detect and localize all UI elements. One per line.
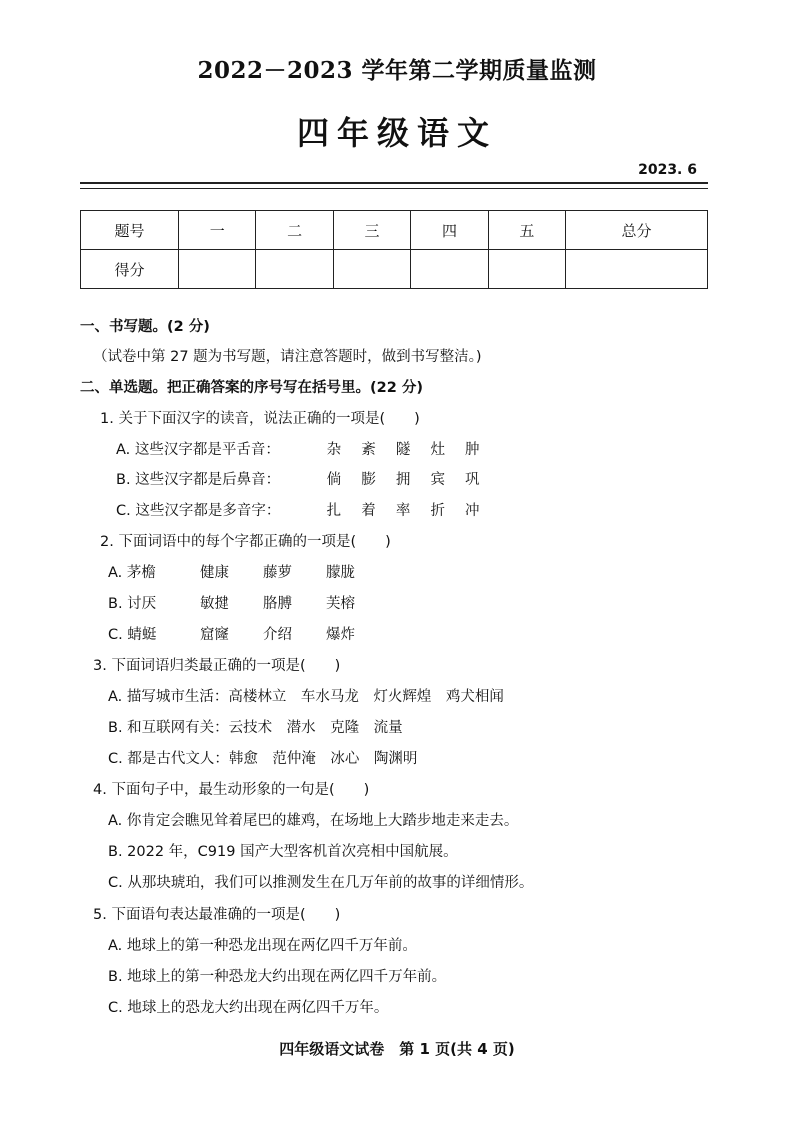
question-2-option-a[interactable] xyxy=(108,561,355,582)
question-1-option-a[interactable] xyxy=(116,438,495,459)
word: 爆炸 xyxy=(326,627,355,643)
word: 藤萝 xyxy=(263,565,292,581)
char: 率 xyxy=(395,503,411,519)
score-cell: 总分 xyxy=(566,211,708,250)
word: 介绍 xyxy=(263,627,292,643)
char: 折 xyxy=(430,503,445,519)
option-label: A. 这些汉字都是平舌音： xyxy=(116,442,280,458)
char: 拥 xyxy=(395,472,411,488)
word: 窟窿 xyxy=(200,627,229,643)
score-input-cell[interactable] xyxy=(333,250,410,289)
question-1-option-b[interactable] xyxy=(116,468,495,489)
page-footer: 四年级语文试卷 第 1 页(共 4 页) xyxy=(279,1040,515,1058)
header-rule-thick xyxy=(80,182,708,184)
question-4-option-c[interactable]: C. 从那块琥珀，我们可以推测发生在几万年前的故事的详细情形。 xyxy=(108,875,534,891)
char: 紊 xyxy=(361,442,376,458)
section1-heading: 一、书写题。(2 分) xyxy=(80,319,210,335)
char: 膨 xyxy=(361,472,376,488)
word: 敏揵 xyxy=(200,596,229,612)
char: 冲 xyxy=(465,503,480,519)
question-5-stem: 5. 下面语句表达最准确的一项是( ) xyxy=(93,907,341,923)
score-input-cell[interactable] xyxy=(566,250,708,289)
question-3-option-b[interactable]: B. 和互联网有关：云技术 潜水 克隆 流量 xyxy=(108,720,403,736)
question-3-stem: 3. 下面词语归类最正确的一项是( ) xyxy=(93,658,341,674)
word: 朦胧 xyxy=(326,565,355,581)
question-5-option-a[interactable]: A. 地球上的第一种恐龙出现在两亿四千万年前。 xyxy=(108,938,417,954)
question-2-option-c[interactable] xyxy=(108,623,355,644)
question-2-option-b[interactable] xyxy=(108,592,355,613)
question-1-stem: 1. 关于下面汉字的读音，说法正确的一项是( ) xyxy=(100,411,420,427)
score-input-cell[interactable] xyxy=(488,250,565,289)
score-table-header-row xyxy=(81,211,708,250)
score-cell: 题号 xyxy=(81,211,179,250)
option-label: C. 这些汉字都是多音字： xyxy=(116,503,281,519)
word: 胳膊 xyxy=(263,596,292,612)
score-cell: 四 xyxy=(411,211,488,250)
question-2-stem: 2. 下面词语中的每个字都正确的一项是( ) xyxy=(100,534,391,550)
question-1-option-c[interactable] xyxy=(116,499,495,520)
char: 倘 xyxy=(326,472,342,488)
word: B. 讨厌 xyxy=(108,596,157,612)
word: C. 蜻蜓 xyxy=(108,627,157,643)
score-table xyxy=(80,210,708,289)
header-rule-thin xyxy=(80,188,708,189)
score-input-cell[interactable] xyxy=(179,250,256,289)
exam-date: 2023. 6 xyxy=(638,162,697,178)
score-cell: 五 xyxy=(488,211,565,250)
score-table-score-row xyxy=(81,250,708,289)
score-cell: 二 xyxy=(256,211,333,250)
question-5-option-b[interactable]: B. 地球上的第一种恐龙大约出现在两亿四千万年前。 xyxy=(108,969,447,985)
question-3-option-c[interactable]: C. 都是古代文人：韩愈 范仲淹 冰心 陶渊明 xyxy=(108,751,418,767)
question-4-option-b[interactable]: B. 2022 年，C919 国产大型客机首次亮相中国航展。 xyxy=(108,844,458,860)
score-input-cell[interactable] xyxy=(256,250,333,289)
question-3-option-a[interactable]: A. 描写城市生活：高楼林立 车水马龙 灯火辉煌 鸡犬相闻 xyxy=(108,689,504,705)
char: 隧 xyxy=(395,442,411,458)
char: 灶 xyxy=(430,442,445,458)
exam-subtitle: 四年级语文 xyxy=(296,114,497,152)
word: A. 茅檐 xyxy=(108,565,156,581)
question-4-option-a[interactable]: A. 你肯定会瞧见耸着尾巴的雄鸡，在场地上大踏步地走来走去。 xyxy=(108,813,519,829)
char: 巩 xyxy=(465,472,480,488)
question-5-option-c[interactable]: C. 地球上的恐龙大约出现在两亿四千万年。 xyxy=(108,1000,389,1016)
score-cell: 三 xyxy=(333,211,410,250)
option-label: B. 这些汉字都是后鼻音： xyxy=(116,472,281,488)
char: 着 xyxy=(361,503,376,519)
section2-heading: 二、单选题。把正确答案的序号写在括号里。(22 分) xyxy=(80,380,423,396)
exam-title: 2022－2023 学年第二学期质量监测 xyxy=(197,57,597,84)
score-cell: 得分 xyxy=(81,250,179,289)
section1-note: （试卷中第 27 题为书写题，请注意答题时，做到书写整洁。) xyxy=(93,349,482,365)
char: 扎 xyxy=(326,503,342,519)
word: 芙榕 xyxy=(326,596,355,612)
score-cell: 一 xyxy=(179,211,256,250)
char: 杂 xyxy=(326,442,342,458)
question-4-stem: 4. 下面句子中，最生动形象的一句是( ) xyxy=(93,782,370,798)
word: 健康 xyxy=(200,565,229,581)
char: 宾 xyxy=(430,472,445,488)
char: 肿 xyxy=(465,442,480,458)
score-input-cell[interactable] xyxy=(411,250,488,289)
